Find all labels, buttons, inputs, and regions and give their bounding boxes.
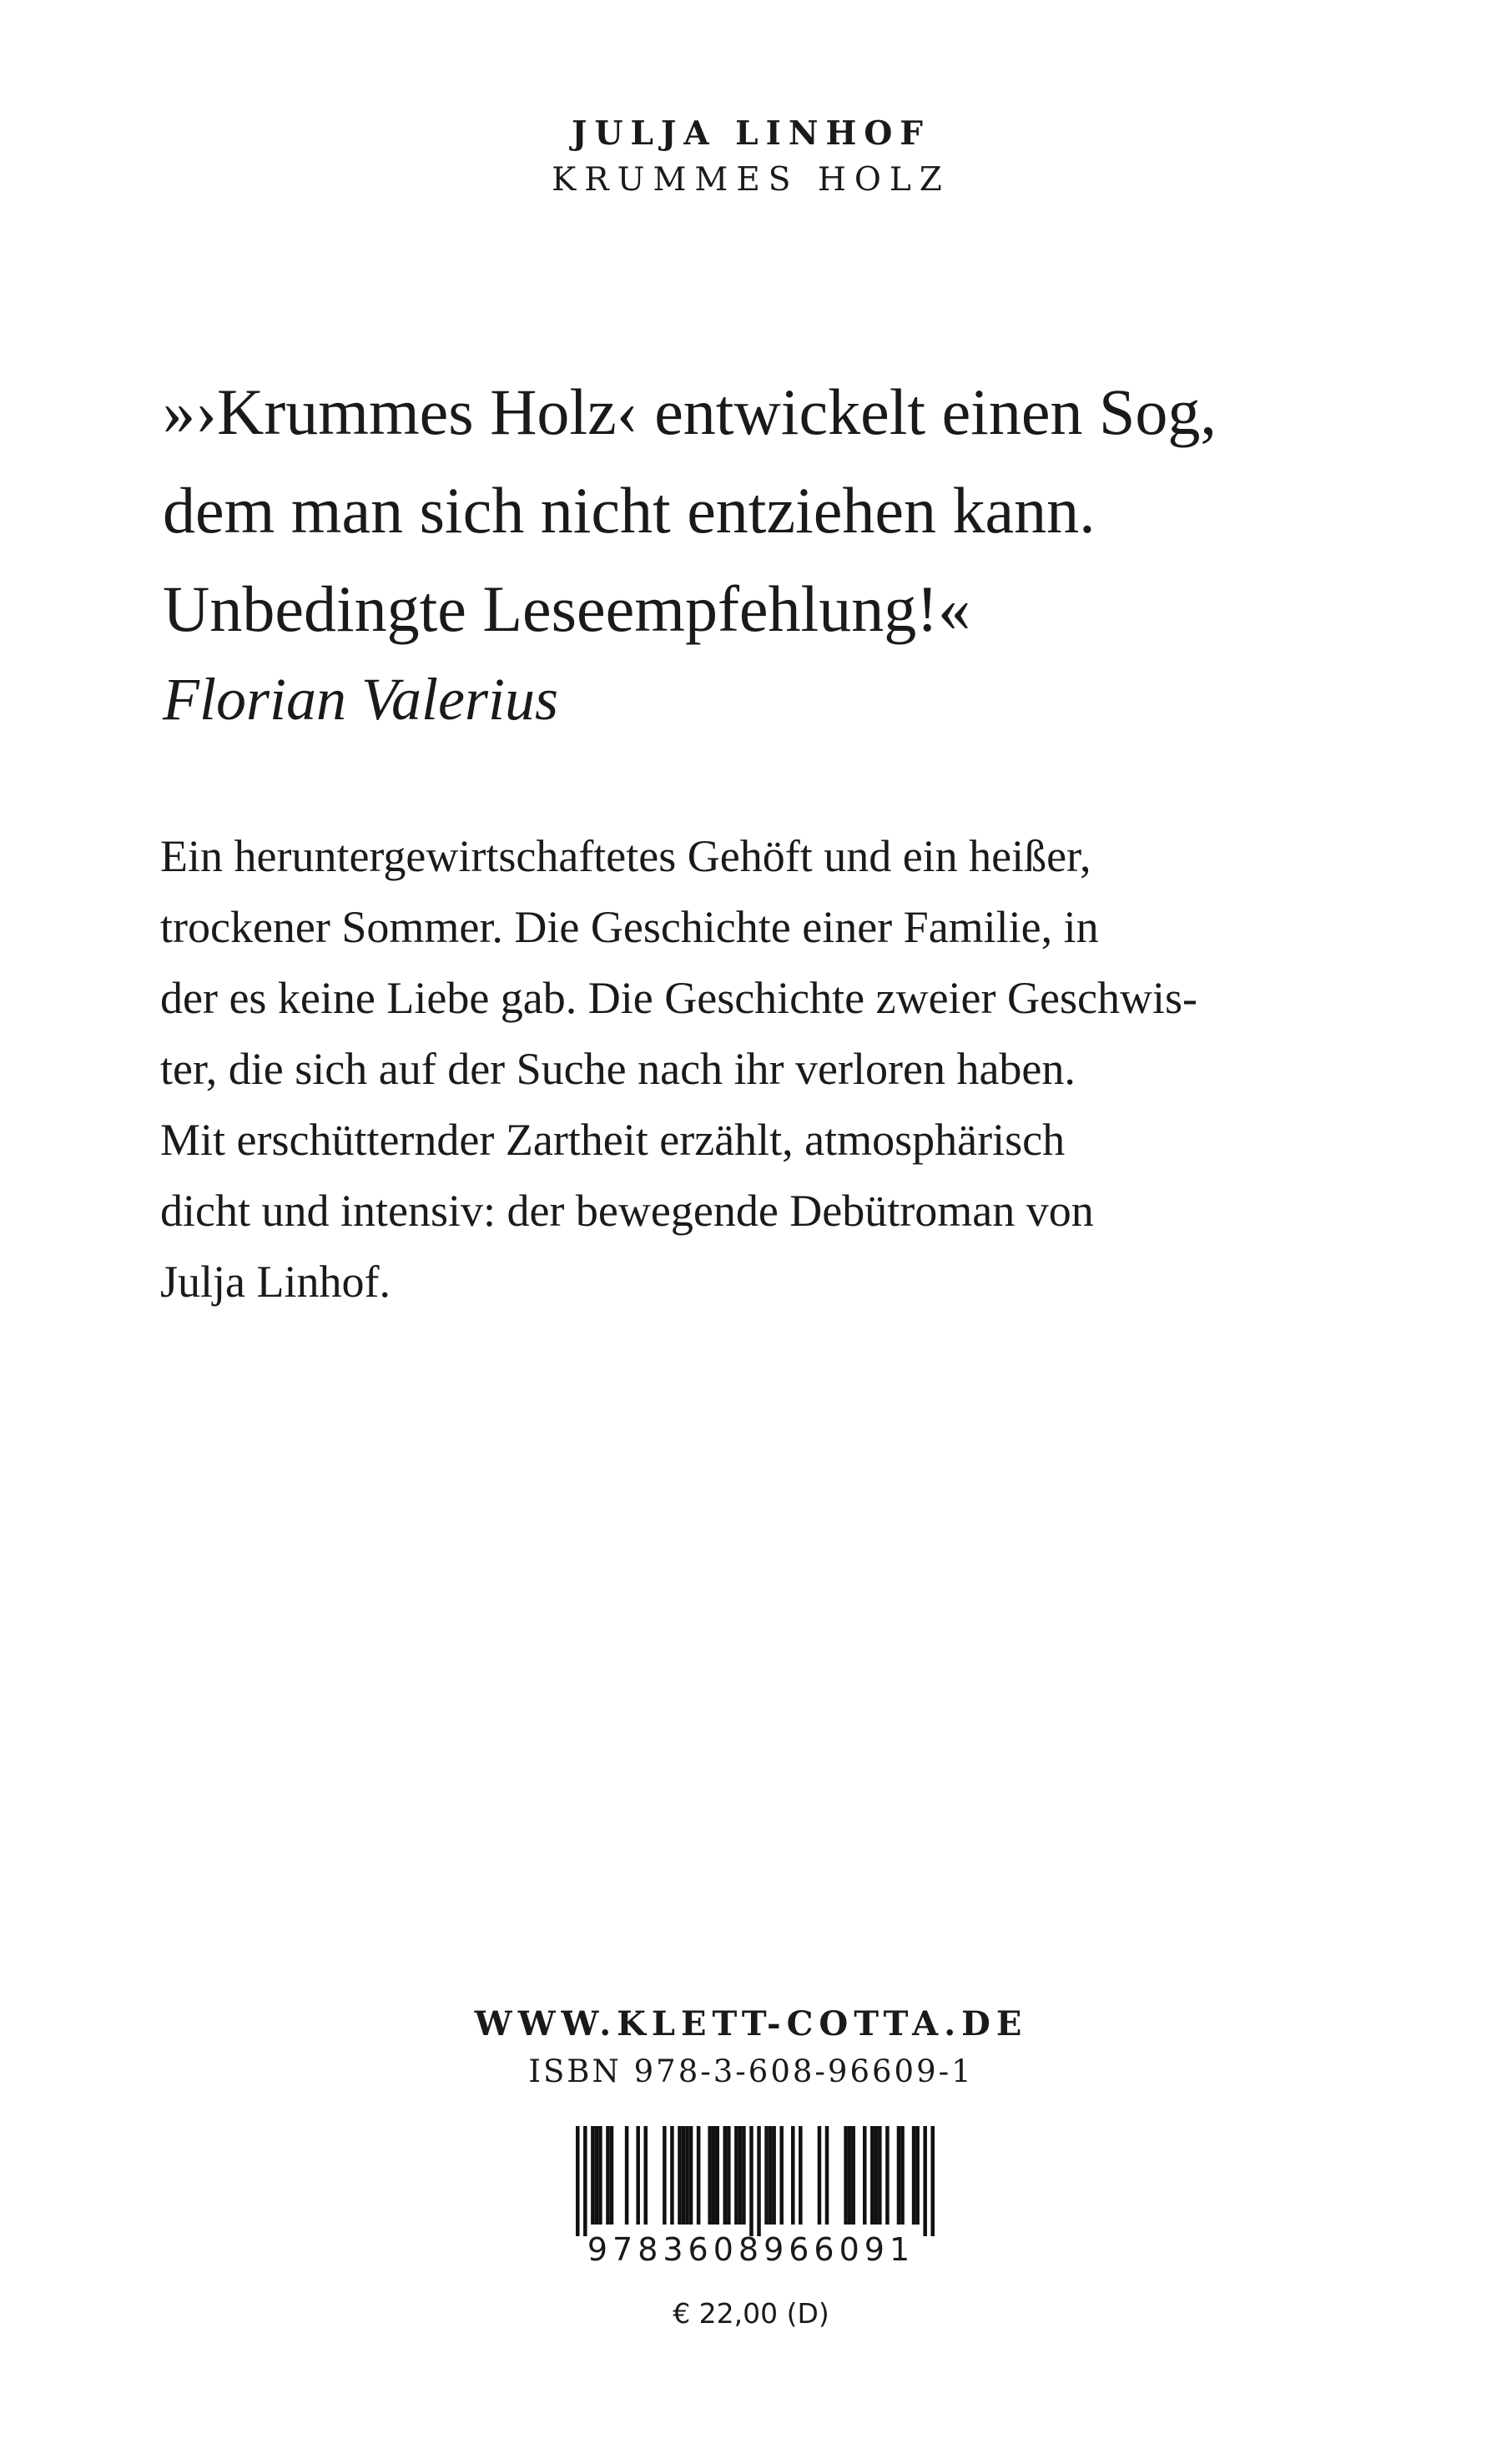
barcode-bar [749, 2126, 754, 2236]
price-label: € 22,00 (D) [673, 2297, 829, 2330]
blurb-line: Julja Linhof. [160, 1257, 391, 1307]
quote-line: »›Krummes Holz‹ entwickelt einen Sog, [163, 375, 1217, 448]
barcode-bar [576, 2126, 580, 2236]
barcode-bar [598, 2126, 602, 2225]
quote-source: Florian Valerius [163, 666, 559, 733]
barcode-bar [818, 2126, 822, 2225]
barcode-bar [643, 2126, 648, 2225]
barcode [551, 2126, 951, 2268]
barcode-bar [912, 2126, 916, 2225]
barcode-bar [697, 2126, 701, 2225]
barcode-bar [874, 2126, 879, 2225]
barcode-bar [591, 2126, 595, 2225]
barcode-bar [885, 2126, 890, 2225]
barcode-bar [764, 2126, 769, 2225]
barcode-bars [576, 2126, 935, 2236]
blurb-line: ter, die sich auf der Suche nach ihr verloren haben. [160, 1044, 1076, 1094]
barcode-bar [742, 2126, 746, 2225]
barcode-bar [930, 2126, 935, 2236]
barcode-bar [878, 2126, 882, 2225]
barcode-bar [689, 2126, 693, 2225]
barcode-bar [738, 2126, 743, 2225]
blurb-line: trockener Sommer. Die Geschichte einer Familie, in [160, 902, 1099, 952]
blurb-line: Ein heruntergewirtschaftetes Gehöft und ein heißer, [160, 831, 1091, 881]
isbn-number: ISBN 978-3-608-96609-1 [528, 2053, 974, 2089]
publisher-website: WWW.KLETT-COTTA.DE [474, 2004, 1028, 2043]
cover-footer [0, 2000, 1502, 2095]
barcode-bar [636, 2126, 640, 2225]
barcode-bar [723, 2126, 728, 2225]
barcode-bar [727, 2126, 731, 2225]
barcode-bar [606, 2126, 610, 2225]
author-name: JULJA LINHOF [572, 114, 930, 153]
book-blurb [160, 821, 1379, 1318]
blurb-line: dicht und intensiv: der bewegende Debütroman von [160, 1186, 1094, 1236]
barcode-bar [715, 2126, 719, 2225]
cover-header [0, 110, 1502, 204]
quote-line: Unbedingte Leseempfehlung!« [163, 572, 971, 645]
barcode-bar [900, 2126, 905, 2225]
barcode-bar [923, 2126, 927, 2236]
barcode-bar [595, 2126, 599, 2225]
barcode-bar [663, 2126, 667, 2225]
barcode-bar [791, 2126, 795, 2225]
blurb-line: der es keine Liebe gab. Die Geschichte zweier Geschwis- [160, 973, 1197, 1023]
review-quote [163, 363, 1364, 740]
barcode-bar [670, 2126, 674, 2225]
barcode-bar [610, 2126, 614, 2225]
blurb-line: Mit erschütternder Zartheit erzählt, atmosphärisch [160, 1115, 1066, 1165]
barcode-bar [848, 2126, 852, 2225]
barcode-bar [779, 2126, 784, 2225]
barcode-bar [757, 2126, 761, 2236]
barcode-bar [625, 2126, 629, 2225]
barcode-bar [844, 2126, 848, 2225]
barcode-bar [734, 2126, 738, 2225]
barcode-bar [915, 2126, 920, 2225]
barcode-bar [870, 2126, 874, 2225]
book-title: KRUMMES HOLZ [552, 161, 950, 199]
barcode-bar [825, 2126, 829, 2225]
barcode-bar [712, 2126, 716, 2225]
barcode-bar [772, 2126, 776, 2225]
barcode-bar [897, 2126, 901, 2225]
barcode-bar [851, 2126, 855, 2225]
barcode-bar [769, 2126, 773, 2225]
barcode-bar [583, 2126, 587, 2236]
barcode-bar [708, 2126, 712, 2225]
barcode-bar [799, 2126, 803, 2225]
barcode-bar [863, 2126, 867, 2225]
barcode-digits: 9783608966091 [587, 2231, 915, 2268]
barcode-bar [685, 2126, 689, 2225]
quote-line: dem man sich nicht entziehen kann. [163, 474, 1096, 547]
barcode-bar [678, 2126, 682, 2225]
barcode-bar [682, 2126, 686, 2225]
